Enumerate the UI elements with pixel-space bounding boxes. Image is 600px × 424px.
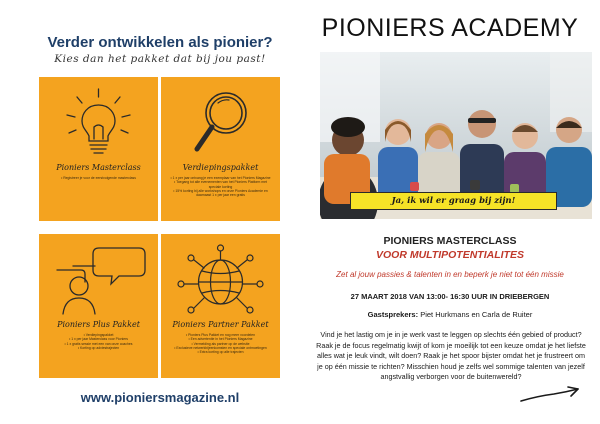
card-description bbox=[47, 176, 150, 180]
package-card-masterclass[interactable] bbox=[39, 77, 158, 221]
people-chat-icon bbox=[39, 240, 158, 318]
globe-network-icon bbox=[161, 240, 280, 318]
card-title: Pioniers Plus Pakket bbox=[57, 320, 140, 329]
arrow-right-icon bbox=[518, 386, 584, 406]
card-title: Pioniers Partner Pakket bbox=[172, 320, 269, 329]
speakers-names: Piet Hurkmans en Carla de Ruiter bbox=[420, 310, 533, 319]
lightbulb-icon bbox=[39, 83, 158, 161]
guest-speakers bbox=[300, 310, 600, 319]
card-line: • Exclusieve netwerkbijeenkomsten en speciale ontmoetingen bbox=[174, 345, 267, 350]
card-description bbox=[169, 333, 272, 354]
card-line: • 1 x per jaar ontvang je een exemplaar van het Pioniers Magazine bbox=[170, 176, 271, 180]
card-line: • Vermelding als partner op de website bbox=[191, 341, 250, 346]
card-line: • 1 x gratis sessie met een van onze coaches bbox=[64, 341, 133, 346]
masterclass-tagline: Zet al jouw passies & talenten in en beperk je niet tot één missie bbox=[336, 270, 564, 279]
signup-button[interactable]: Ja, ik wil er graag bij zijn! bbox=[350, 192, 557, 210]
card-title: Verdiepingspakket bbox=[182, 163, 259, 172]
card-line: • Korting op adviestrajecten bbox=[77, 345, 120, 350]
magnifier-icon bbox=[161, 83, 280, 161]
event-date: 27 MAART 2018 VAN 13:00- 16:30 UUR IN DRIEBERGEN bbox=[350, 292, 550, 301]
masterclass-subtitle: VOOR MULTIPOTENTIALITES bbox=[376, 249, 524, 261]
card-line: • 15% korting bij alle workshops en onze Pioniers Academie en daarnaast 1 x per jaar een gratis bbox=[173, 188, 268, 198]
package-card-verdieping[interactable] bbox=[161, 77, 280, 221]
card-line: • Verdiepingspakket bbox=[83, 333, 114, 337]
card-line: • Extra korting op alle trajecten bbox=[197, 350, 244, 355]
card-line: • Een advertentie in het Pioniers Magazine bbox=[188, 337, 253, 342]
website-link[interactable]: www.pioniersmagazine.nl bbox=[80, 390, 240, 405]
masterclass-title: PIONIERS MASTERCLASS bbox=[383, 235, 517, 247]
card-description bbox=[47, 333, 150, 350]
card-line: • Pioniers Plus Pakket en nog meer voordelen bbox=[185, 333, 256, 337]
card-line: • 1 x per jaar Masterclass voor Pioniers bbox=[69, 337, 128, 342]
package-card-plus[interactable] bbox=[39, 234, 158, 378]
masterclass-description: Vind je het lastig om je in je werk vast te leggen op slechts één gebied of product? Raak je de focus regelmatig kwijt of kom je moeilijk tot een keuze omdat je het liefste alles wat je leuk vindt, wilt doen? Raak je het spoor bijster omdat het je frustreert om je op één missie te richten? Misschien houd je zelfs wel sommige talenten van jezelf angstvallig verborgen voor de buitenwereld? bbox=[316, 330, 586, 381]
card-description bbox=[169, 176, 272, 197]
right-page bbox=[300, 0, 600, 424]
speakers-label: Gastsprekers: bbox=[367, 310, 419, 319]
academy-title: PIONIERS ACADEMY bbox=[321, 14, 579, 42]
package-card-partner[interactable] bbox=[161, 234, 280, 378]
card-line: • Registreer je voor de eerstvolgende masterclass bbox=[61, 176, 136, 180]
packages-subheading: Kies dan het pakket dat bij jou past! bbox=[54, 53, 266, 65]
packages-heading: Verder ontwikkelen als pionier? bbox=[47, 34, 273, 51]
card-title: Pioniers Masterclass bbox=[56, 163, 141, 172]
card-line: • Toegang tot alle evenementen van het Pioniers Platform met speciale korting bbox=[174, 180, 267, 189]
